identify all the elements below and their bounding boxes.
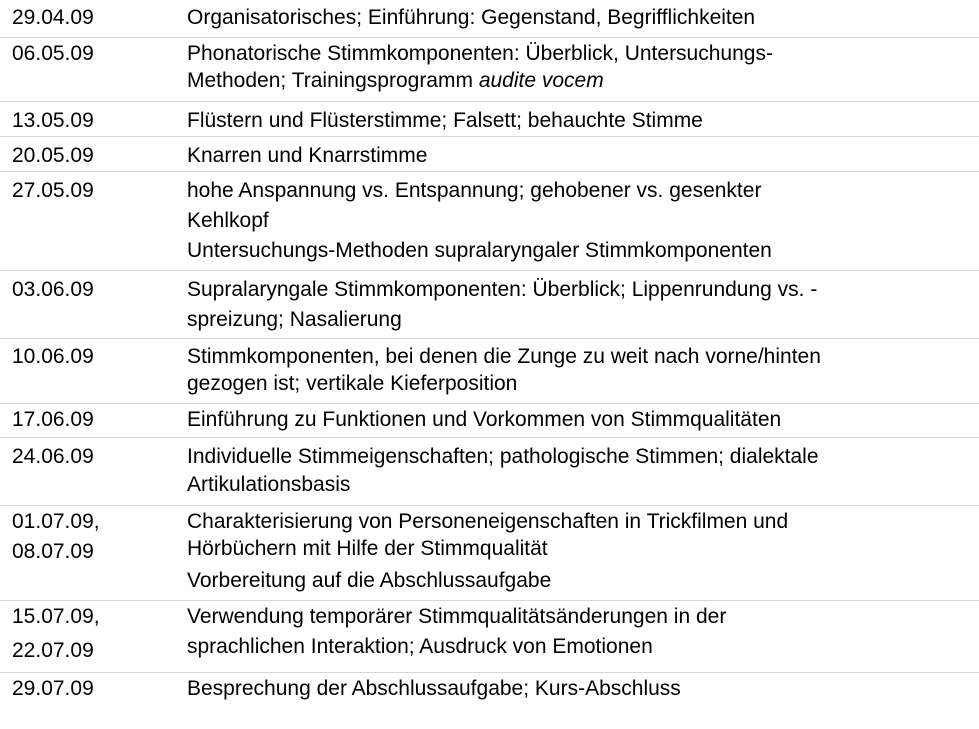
topic-text: Kehlkopf [187, 209, 269, 232]
date-text: 01.07.09, [12, 510, 100, 533]
schedule-row [0, 505, 979, 601]
topic-text: Organisatorisches; Einführung: Gegenstand, Begrifflichkeiten [187, 6, 756, 29]
topic-text: Hörbüchern mit Hilfe der Stimmqualität [187, 537, 548, 560]
schedule-row [0, 5, 979, 37]
date-text: 27.05.09 [12, 179, 94, 202]
topic-text: Charakterisierung von Personeneigenschaften in Trickfilmen und [187, 510, 789, 533]
schedule-row [0, 270, 979, 339]
date-text: 06.05.09 [12, 42, 94, 65]
topic-text: Vorbereitung auf die Abschlussaufgabe [187, 569, 552, 592]
topic-text: Artikulationsbasis [187, 473, 351, 496]
topic-text: Flüstern und Flüsterstimme; Falsett; behauchte Stimme [187, 109, 703, 132]
date-text: 10.06.09 [12, 345, 94, 368]
topic-text: sprachlichen Interaktion; Ausdruck von Emotionen [187, 635, 653, 658]
topic-text: Knarren und Knarrstimme [187, 144, 428, 167]
topic-text: spreizung; Nasalierung [187, 308, 402, 331]
date-text: 03.06.09 [12, 278, 94, 301]
topic-text: hohe Anspannung vs. Entspannung; gehobener vs. gesenkter [187, 179, 762, 202]
date-text: 13.05.09 [12, 109, 94, 132]
topic-text: gezogen ist; vertikale Kieferposition [187, 372, 518, 395]
date-text: 29.04.09 [12, 6, 94, 29]
topic-text: Verwendung temporärer Stimmqualitätsänderungen in der [187, 605, 727, 628]
date-text: 22.07.09 [12, 639, 94, 662]
topic-text: Besprechung der Abschlussaufgabe; Kurs-Abschluss [187, 677, 681, 700]
schedule-row [0, 672, 979, 713]
topic-text: Einführung zu Funktionen und Vorkommen von Stimmqualitäten [187, 408, 782, 431]
date-text: 20.05.09 [12, 144, 94, 167]
date-text: 17.06.09 [12, 408, 94, 431]
topic-text: Phonatorische Stimmkomponenten: Überblick, Untersuchungs- [187, 42, 773, 65]
topic-text-line [187, 68, 604, 94]
topic-text: Stimmkomponenten, bei denen die Zunge zu weit nach vorne/hinten [187, 345, 821, 368]
schedule-row [0, 101, 979, 137]
date-text: 08.07.09 [12, 540, 94, 563]
date-text: 15.07.09, [12, 605, 100, 628]
topic-text: Methoden; Trainingsprogramm [187, 69, 473, 92]
program-name: audite vocem [478, 69, 604, 92]
topic-text: Individuelle Stimmeigenschaften; pathologische Stimmen; dialektale [187, 445, 819, 468]
topic-text: Supralaryngale Stimmkomponenten: Überblick; Lippenrundung vs. - [187, 278, 818, 301]
date-text: 24.06.09 [12, 445, 94, 468]
schedule-row [0, 37, 979, 102]
schedule-row [0, 600, 979, 673]
schedule-row [0, 171, 979, 271]
date-text: 29.07.09 [12, 677, 94, 700]
topic-text: Untersuchungs-Methoden supralaryngaler Stimmkomponenten [187, 239, 772, 262]
schedule-row [0, 437, 979, 506]
schedule-row [0, 338, 979, 404]
schedule-row [0, 136, 979, 172]
schedule-row [0, 403, 979, 438]
